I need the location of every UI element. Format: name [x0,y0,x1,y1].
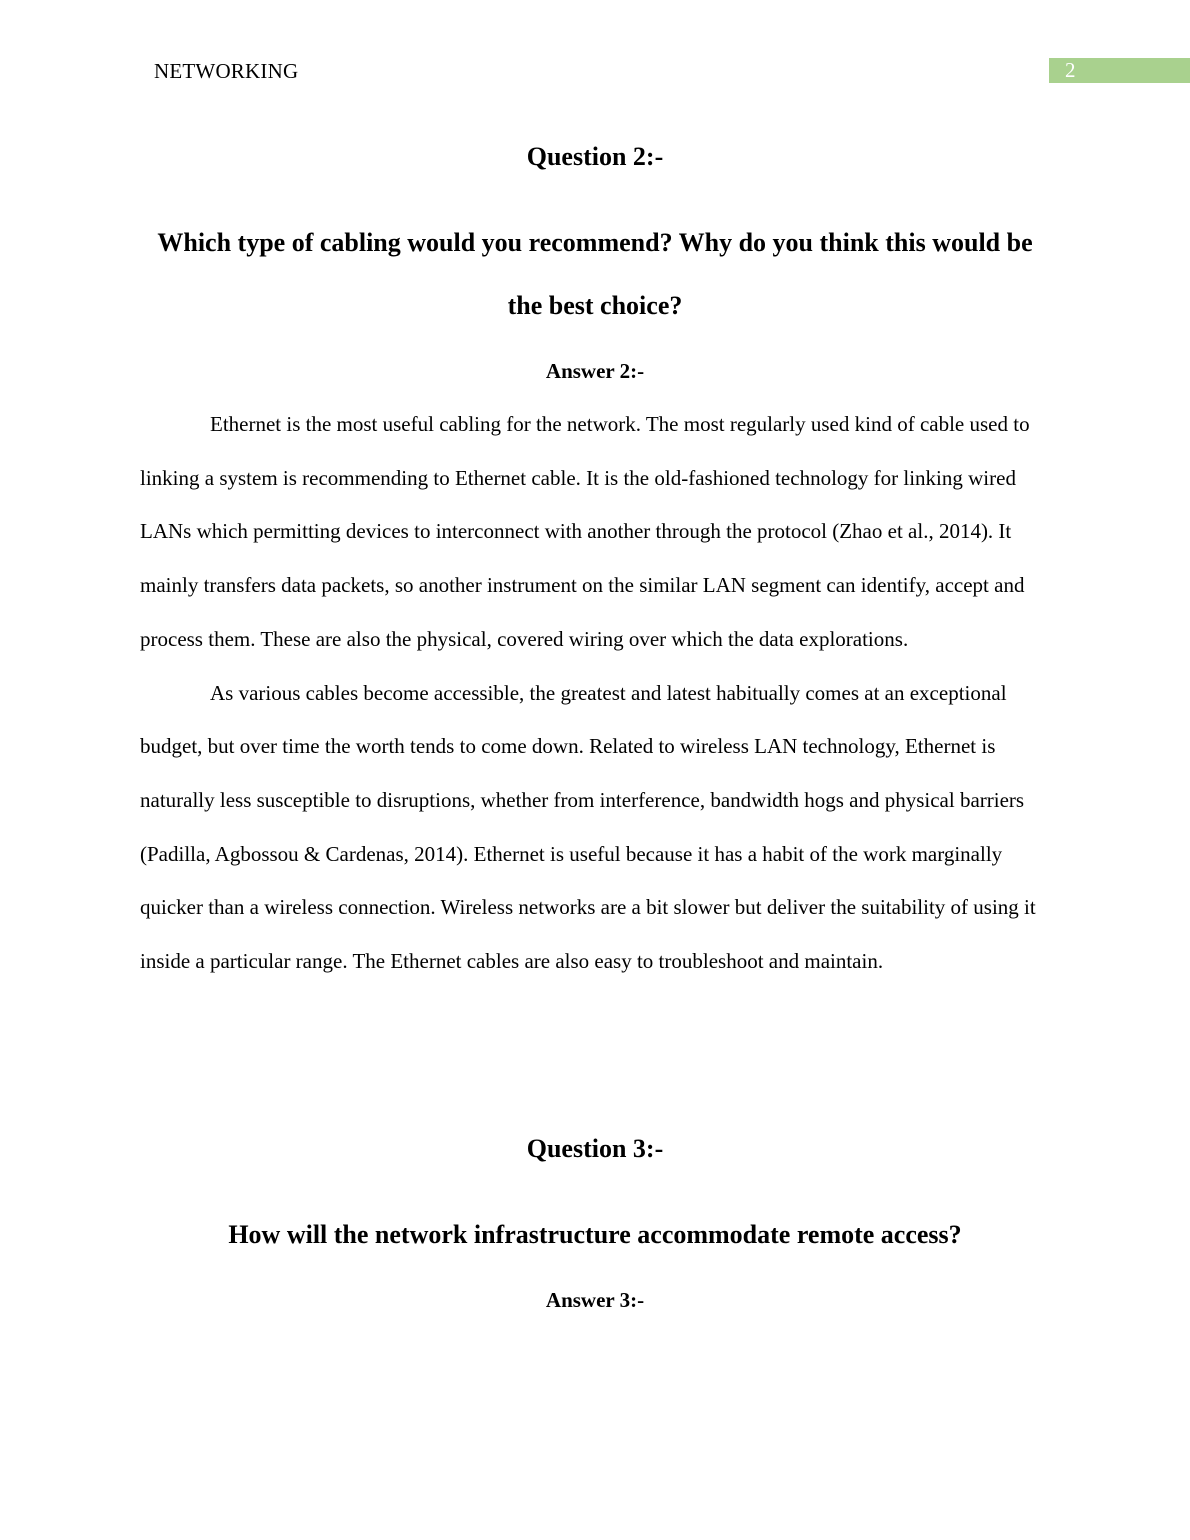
answer-2-paragraph-2: As various cables become accessible, the greatest and latest habitually comes at an exceptional budget, but over time the worth tends to come down. Related to wireless LAN technology, Ethernet is naturally less susceptible to disruptions, whether from interference, bandwidth hogs and physical barriers (Padilla, Agbossou & Cardenas, 2014). Ethernet is useful because it has a habit of the work marginally quicker than a wireless connection. Wireless networks are a bit slower but deliver the suitability of using it inside a particular range. The Ethernet cables are also easy to troubleshoot and maintain. [140,680,1036,974]
page-number: 2 [1065,58,1076,82]
answer-2-body [140,398,1050,989]
answer-3-label: Answer 3:- [545,1288,645,1312]
question-2-label: Question 2:- [526,142,664,171]
answer-2-paragraph-1: Ethernet is the most useful cabling for the network. The most regularly used kind of cable used to linking a system is recommending to Ethernet cable. It is the old-fashioned technology for linking wired LANs which permitting devices to interconnect with another through the protocol (Zhao et al., 2014). It mainly transfers data packets, so another instrument on the similar LAN segment can identify, accept and process them. These are also the physical, covered wiring over which the data explorations. [140,412,1030,651]
answer-2-label: Answer 2:- [545,359,645,383]
running-head: NETWORKING [154,59,299,83]
question-3-text: How will the network infrastructure accommodate remote access? [228,1220,962,1249]
page-number-badge [1049,58,1190,83]
question-2-text: Which type of cabling would you recommend? Why do you think this would be the best choice? [157,228,1033,320]
question-3-label: Question 3:- [526,1134,664,1163]
